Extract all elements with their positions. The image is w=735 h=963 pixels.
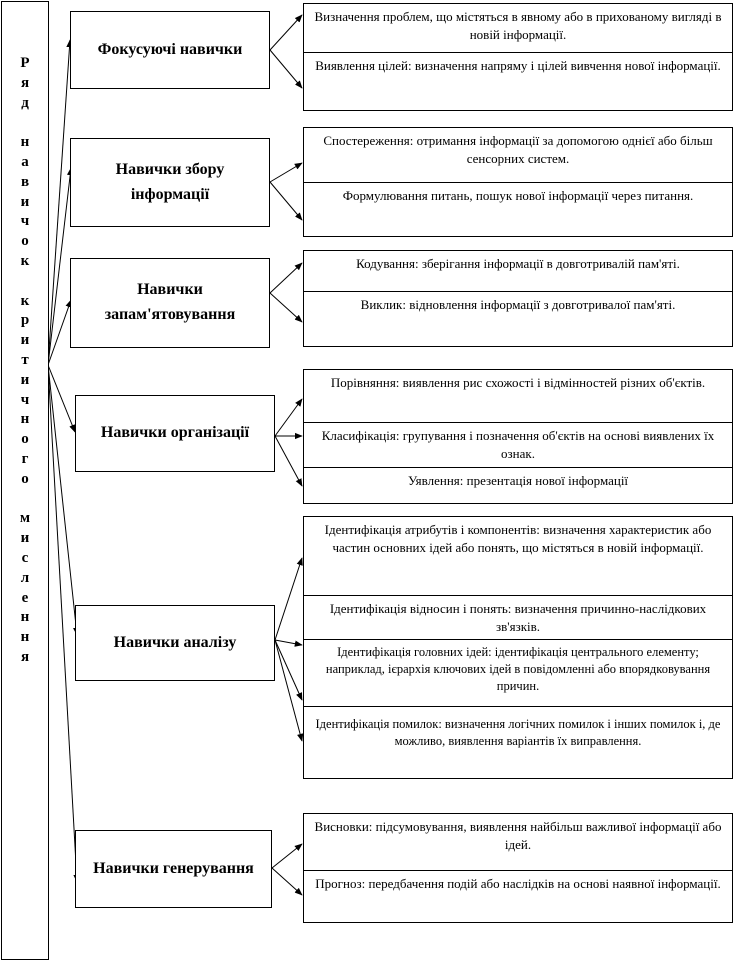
side-letter: о bbox=[21, 431, 29, 448]
arrow-organize-1 bbox=[275, 399, 302, 436]
side-letter: а bbox=[21, 153, 29, 170]
side-letter bbox=[2, 272, 48, 292]
category-analyze-label: Навички аналізу bbox=[113, 633, 237, 651]
side-letter: т bbox=[21, 351, 29, 368]
arrow-side-to-analyze bbox=[48, 365, 77, 635]
side-letter bbox=[2, 490, 48, 510]
side-letter: ч bbox=[20, 391, 30, 408]
detail-text: Висновки: підсумовування, виявлення найбільш важливої інформації або ідей. bbox=[314, 819, 722, 852]
detail-text: Класифікація: групування і позначення об'єктів на основі виявлених їх ознак. bbox=[321, 428, 715, 461]
side-letter: н bbox=[20, 134, 30, 151]
detail-text: Уявлення: презентація нової інформації bbox=[407, 473, 629, 488]
category-focus-label: Фокусуючі навички bbox=[97, 40, 243, 58]
side-letter: р bbox=[20, 312, 30, 329]
detail-text: Кодування: зберігання інформації в довготривалій пам'яті. bbox=[356, 256, 680, 271]
category-organize bbox=[75, 395, 275, 472]
arrow-collect-2 bbox=[270, 182, 302, 220]
side-letter: м bbox=[19, 510, 31, 527]
side-letter: и bbox=[20, 530, 30, 547]
side-label-box bbox=[1, 1, 49, 960]
side-letter: в bbox=[20, 173, 30, 190]
category-analyze bbox=[75, 605, 275, 681]
arrow-side-to-generate bbox=[48, 365, 77, 882]
side-letter: к bbox=[20, 252, 30, 269]
detail-box bbox=[303, 182, 733, 237]
detail-box bbox=[303, 3, 733, 53]
arrow-focus-1 bbox=[270, 15, 302, 50]
category-generate bbox=[75, 830, 272, 908]
detail-box bbox=[303, 291, 733, 347]
arrow-memory-2 bbox=[270, 293, 302, 322]
side-letter: л bbox=[20, 569, 30, 586]
side-letter: с bbox=[21, 549, 29, 566]
detail-box bbox=[303, 595, 733, 640]
category-generate-label: Навички генерування bbox=[93, 859, 254, 877]
side-letter: г bbox=[21, 450, 29, 467]
detail-text: Ідентифікація атрибутів і компонентів: визначення характеристик або частин основних ідей або понять, що містяться в новій інформації. bbox=[324, 522, 712, 555]
side-letter: я bbox=[20, 74, 30, 91]
side-letter: о bbox=[21, 233, 29, 250]
category-collect bbox=[70, 138, 270, 227]
detail-box bbox=[303, 813, 733, 871]
detail-box bbox=[303, 870, 733, 923]
detail-box bbox=[303, 52, 733, 111]
side-letter: н bbox=[20, 629, 30, 646]
detail-box bbox=[303, 467, 733, 504]
category-collect-label: Навички збору інформації bbox=[115, 160, 225, 203]
detail-text: Виклик: відновлення інформації з довготривалої пам'яті. bbox=[360, 297, 676, 312]
detail-text: Визначення проблем, що містяться в явному або в прихованому вигляді в новій інформації. bbox=[314, 9, 722, 42]
detail-text: Ідентифікація головних ідей: ідентифікація центрального елементу; наприклад, ієрархія ключових ідей в повідомленні або впорядковування причин. bbox=[325, 645, 711, 693]
side-letter: о bbox=[21, 470, 29, 487]
side-letter: к bbox=[20, 292, 30, 309]
arrow-focus-2 bbox=[270, 50, 302, 88]
detail-box bbox=[303, 422, 733, 468]
detail-box bbox=[303, 369, 733, 423]
detail-box bbox=[303, 516, 733, 596]
side-label bbox=[2, 54, 48, 668]
category-memory bbox=[70, 258, 270, 348]
detail-text: Прогноз: передбачення подій або наслідків на основі наявної інформації. bbox=[315, 876, 721, 891]
detail-box bbox=[303, 127, 733, 183]
side-letter: д bbox=[21, 94, 29, 111]
side-letter: я bbox=[20, 648, 30, 665]
detail-text: Ідентифікація відносин і понять: визначення причинно-наслідкових зв'язків. bbox=[329, 601, 707, 634]
category-memory-label: Навички запам'ятовування bbox=[104, 281, 236, 323]
detail-text: Ідентифікація помилок: визначення логічних помилок і інших помилок і, де можливо, виявлення варіантів їх виправлення. bbox=[315, 717, 721, 748]
detail-box bbox=[303, 706, 733, 779]
side-letter: ч bbox=[20, 213, 30, 230]
side-letter: и bbox=[20, 332, 30, 349]
arrow-generate-2 bbox=[272, 868, 302, 895]
arrow-analyze-1 bbox=[275, 558, 302, 640]
side-letter: е bbox=[21, 589, 29, 606]
detail-text: Формулювання питань, пошук нової інформації через питання. bbox=[342, 188, 694, 203]
category-focus bbox=[70, 11, 270, 89]
category-organize-label: Навички організації bbox=[100, 424, 250, 442]
detail-box bbox=[303, 250, 733, 292]
side-letter: и bbox=[20, 371, 30, 388]
arrow-organize-3 bbox=[275, 436, 302, 486]
arrow-analyze-2 bbox=[275, 640, 302, 645]
arrow-memory-1 bbox=[270, 263, 302, 293]
side-letter: и bbox=[20, 193, 30, 210]
detail-text: Порівняння: виявлення рис схожості і відмінностей різних об'єктів. bbox=[330, 375, 706, 390]
arrow-collect-1 bbox=[270, 163, 302, 182]
side-letter bbox=[2, 113, 48, 133]
detail-text: Спостереження: отримання інформації за допомогою однієї або більш сенсорних систем. bbox=[323, 133, 713, 166]
side-letter: Р bbox=[20, 55, 30, 71]
side-letter: н bbox=[20, 609, 30, 626]
side-letter: н bbox=[20, 411, 30, 428]
detail-text: Виявлення цілей: визначення напряму і цілей вивчення нової інформації. bbox=[315, 58, 721, 73]
detail-box bbox=[303, 639, 733, 707]
arrow-generate-1 bbox=[272, 844, 302, 868]
